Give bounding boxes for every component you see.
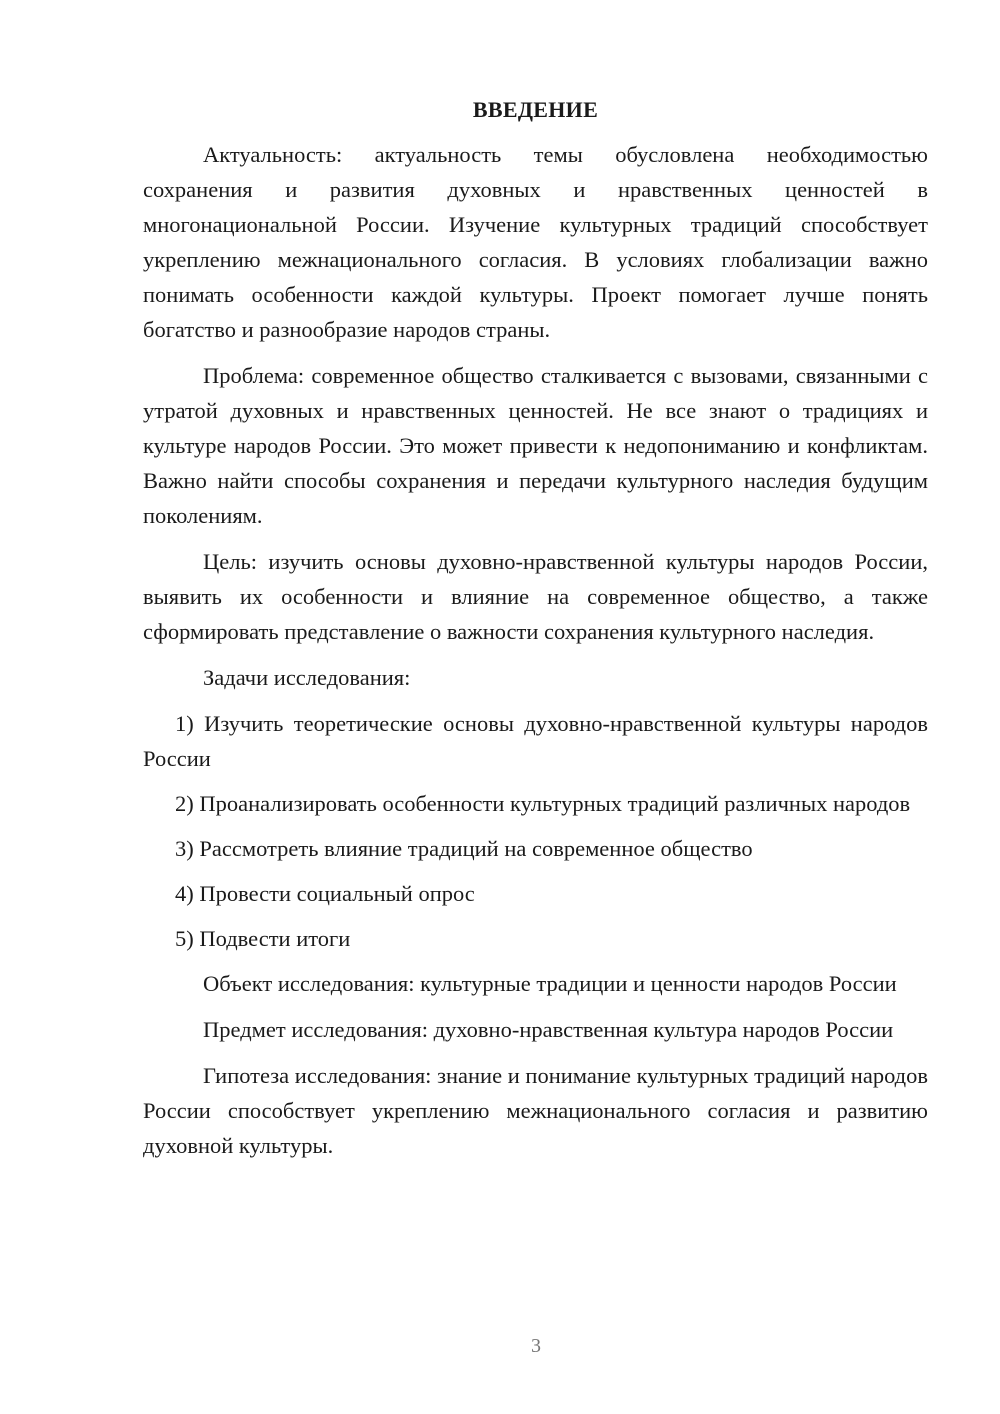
page-number: 3: [531, 1335, 541, 1357]
list-item-task-5: 5) Подвести итоги: [175, 926, 351, 951]
list-item-task-3: 3) Рассмотреть влияние традиций на современное общество: [175, 836, 753, 861]
list-item-task-4: 4) Провести социальный опрос: [175, 881, 475, 906]
paragraph-subject: Предмет исследования: духовно-нравственная культура народов России: [203, 1017, 894, 1042]
paragraph-object: Объект исследования: культурные традиции и ценности народов России: [203, 971, 897, 996]
list-item-task-1: 1) Изучить теоретические основы духовно-нравственной культуры народов России: [143, 711, 928, 771]
document-page: [143, 92, 928, 1174]
paragraph-problem: Проблема: современное общество сталкивается с вызовами, связанными с утратой духовных и нравственных ценностей. Не все знают о традициях и культуре народов России. Это может привести к недопониманию и конфликтам. Важно найти способы сохранения и передачи культурного наследия будущим поколениям.: [143, 363, 928, 528]
page-title: ВВЕДЕНИЕ: [472, 97, 599, 122]
paragraph-tasks-heading: Задачи исследования:: [203, 665, 411, 690]
paragraph-relevance: Актуальность: актуальность темы обусловлена необходимостью сохранения и развития духовных и нравственных ценностей в многонациональной России. Изучение культурных традиций способствует укреплению межнационального согласия. В условиях глобализации важно понимать особенности каждой культуры. Проект помогает лучше понять богатство и разнообразие народов страны.: [143, 142, 928, 342]
paragraph-goal: Цель: изучить основы духовно-нравственной культуры народов России, выявить их особенности и влияние на современное общество, а также сформировать представление о важности сохранения культурного наследия.: [143, 549, 928, 644]
list-item-task-2: 2) Проанализировать особенности культурных традиций различных народов: [175, 791, 911, 816]
paragraph-hypothesis: Гипотеза исследования: знание и понимание культурных традиций народов России способствует укреплению межнационального согласия и развитию духовной культуры.: [143, 1063, 928, 1158]
